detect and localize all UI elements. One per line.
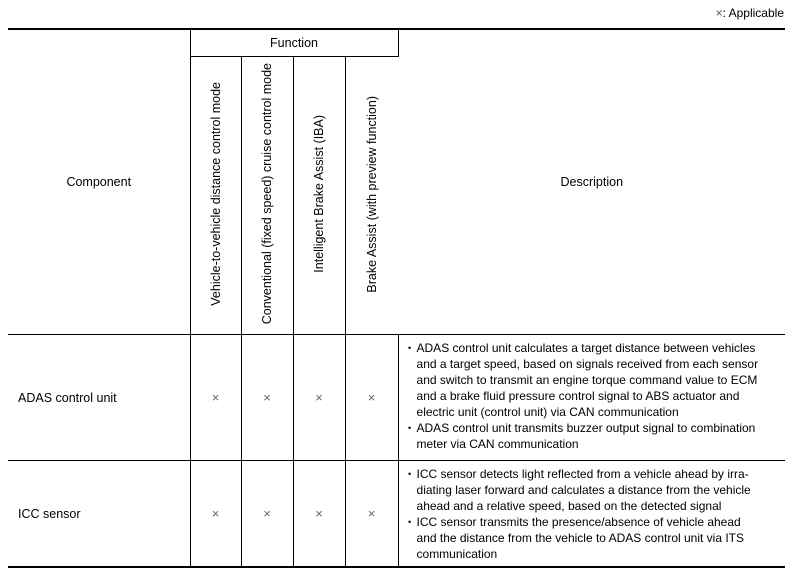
component-header: Component bbox=[66, 175, 132, 189]
applicable-mark-cell: × bbox=[293, 461, 345, 568]
bullet-dot-icon: • bbox=[407, 423, 412, 433]
bullet-text: ADAS control unit transmits buzzer output signal to combination meter via CAN communication bbox=[416, 421, 756, 451]
description-cell bbox=[398, 335, 785, 461]
applicable-legend bbox=[716, 6, 784, 20]
function-column-label: Brake Assist (with preview function) bbox=[364, 95, 379, 293]
applicable-mark-cell: × bbox=[190, 335, 241, 461]
applicable-mark-cell: × bbox=[345, 461, 398, 568]
function-column-header bbox=[293, 57, 345, 335]
function-column-header bbox=[345, 57, 398, 335]
function-header: Function bbox=[190, 29, 398, 57]
bullet-dot-icon: • bbox=[407, 343, 412, 353]
applicable-mark-cell: × bbox=[190, 461, 241, 568]
description-header: Description bbox=[560, 175, 624, 189]
bullet-text: ICC sensor detects light reflected from a vehicle ahead by irra- diating laser forward and calculates a distance from the vehicle ahead and a relative speed, based on the detected signal bbox=[416, 467, 751, 513]
description-bullet bbox=[403, 340, 784, 420]
function-column-header bbox=[241, 57, 293, 335]
bullet-dot-icon: • bbox=[407, 517, 412, 527]
bullet-dot-icon: • bbox=[407, 469, 412, 479]
description-cell bbox=[398, 461, 785, 568]
component-cell: ADAS control unit bbox=[18, 390, 117, 405]
applicable-mark-cell: × bbox=[241, 461, 293, 568]
function-column-header bbox=[190, 57, 241, 335]
applicable-mark-cell: × bbox=[241, 335, 293, 461]
table-row bbox=[8, 461, 785, 568]
function-applicability-table bbox=[8, 28, 785, 568]
description-bullet bbox=[403, 466, 784, 514]
component-cell: ICC sensor bbox=[18, 506, 81, 521]
applicable-mark-cell: × bbox=[293, 335, 345, 461]
applicable-mark-cell: × bbox=[345, 335, 398, 461]
function-header-row bbox=[8, 29, 785, 57]
applicable-x-mark: × bbox=[715, 6, 723, 20]
bullet-text: ICC sensor transmits the presence/absence of vehicle ahead and the distance from the vehicle to ADAS control unit via ITS communication bbox=[416, 515, 745, 561]
function-column-label: Conventional (fixed speed) cruise control mode bbox=[260, 63, 274, 325]
function-column-label: Intelligent Brake Assist (IBA) bbox=[312, 115, 326, 273]
bullet-text: ADAS control unit calculates a target distance between vehicles and a target speed, based on signals received from each sensor and switch to transmit an engine torque command value to ECM and a brake fluid pressure control signal to ABS actuator and electric unit (control unit) via CAN communication bbox=[416, 341, 759, 419]
table-row bbox=[8, 335, 785, 461]
description-bullet bbox=[403, 420, 784, 452]
applicable-legend-text: : Applicable bbox=[722, 6, 784, 20]
description-bullet bbox=[403, 514, 784, 562]
function-column-label: Vehicle-to-vehicle distance control mode bbox=[208, 82, 223, 306]
